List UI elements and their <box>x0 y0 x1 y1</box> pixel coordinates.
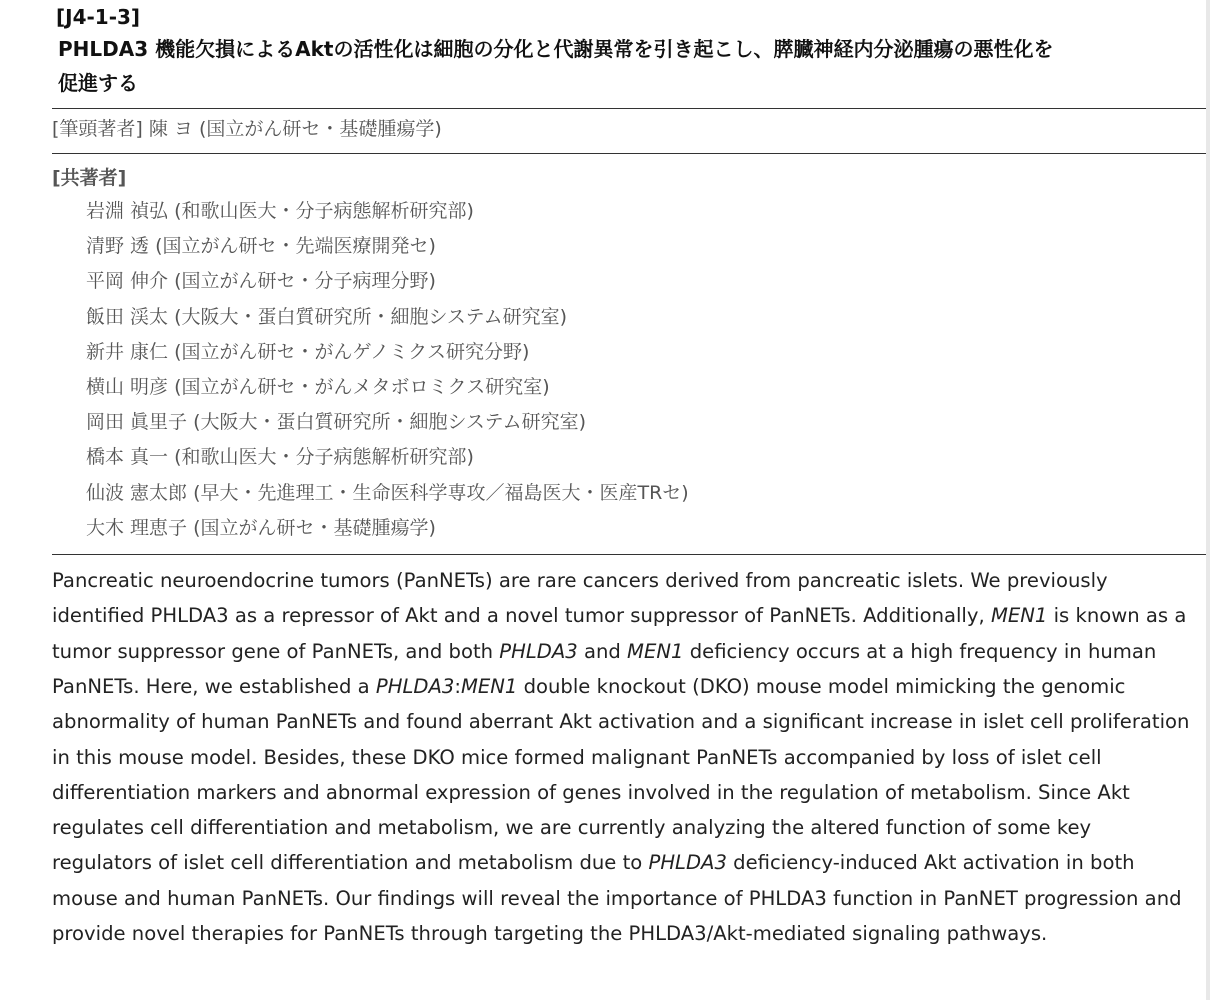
coauthors-label: [共著者] <box>52 167 127 189</box>
abstract-header <box>0 0 1210 100</box>
coauthor-item: 橋本 真一 (和歌山医大・分子病態解析研究部) <box>86 446 474 469</box>
abstract-text: is known as a tumor suppressor gene of PanNETs, and both <box>52 604 1187 663</box>
first-author-name: 陳 ヨ (国立がん研セ・基礎腫瘍学) <box>148 118 442 140</box>
abstract-text: deficiency-induced Akt activation in both mouse and human PanNETs. Our findings will reveal the importance of PHLDA3 function in PanNET progression and provide novel therapies for PanNETs through targeting the PHLDA3/Akt-mediated signaling pathways. <box>52 851 1182 945</box>
first-author-label: [筆頭著者] <box>52 118 143 140</box>
coauthor-item: 新井 康仁 (国立がん研セ・がんゲノミクス研究分野) <box>86 340 530 363</box>
coauthor-item: 飯田 渓太 (大阪大・蛋白質研究所・細胞システム研究室) <box>86 305 568 328</box>
abstract-text: deficiency occurs at a high frequency in human PanNETs. Here, we established a <box>52 639 1157 698</box>
coauthor-item: 平岡 伸介 (国立がん研セ・分子病理分野) <box>86 270 436 293</box>
abstract-title: PHLDA3 機能欠損によるAktの活性化は細胞の分化と代謝異常を引き起こし、膵臓神経内分泌腫瘍の悪性化を促進する <box>58 37 1054 95</box>
gene-name: MEN1 <box>990 604 1048 628</box>
abstract-code: [J4-1-3] <box>56 5 141 29</box>
coauthor-item: 岩淵 禎弘 (和歌山医大・分子病態解析研究部) <box>86 200 474 222</box>
coauthor-item: 横山 明彦 (国立がん研セ・がんメタボロミクス研究室) <box>86 376 550 399</box>
coauthor-item: 大木 理恵子 (国立がん研セ・基礎腫瘍学) <box>86 516 436 539</box>
gene-name: MEN1 <box>627 639 684 663</box>
gene-name: PHLDA3 <box>648 851 727 875</box>
coauthor-item: 仙波 憲太郎 (早大・先進理工・生命医科学専攻／福島医大・医産TRセ) <box>86 481 689 504</box>
first-author <box>0 109 1210 153</box>
coauthor-list <box>0 192 1210 554</box>
abstract-text: and <box>577 639 628 663</box>
abstract-body <box>0 555 1210 951</box>
gene-name: MEN1 <box>460 674 518 698</box>
abstract-text: : <box>454 674 461 698</box>
coauthor-item: 清野 透 (国立がん研セ・先端医療開発セ) <box>86 235 436 258</box>
abstract-text: Pancreatic neuroendocrine tumors (PanNETs) are rare cancers derived from pancreatic islets. We previously identified PHLDA3 as a repressor of Akt and a novel tumor suppressor of PanNETs. Additionally, <box>52 569 1108 628</box>
page-edge-rule <box>1206 0 1210 1000</box>
gene-name: PHLDA3 <box>375 674 455 698</box>
gene-name: PHLDA3 <box>499 639 578 663</box>
abstract-text: double knockout (DKO) mouse model mimicking the genomic abnormality of human PanNETs and found aberrant Akt activation and a significant increase in islet cell proliferation in this mouse model. Besides, these DKO mice formed malignant PanNETs accompanied by loss of islet cell differentiation markers and abnormal expression of genes involved in the regulation of metabolism. Since Akt regulates cell differentiation and metabolism, we are currently analyzing the altered function of some key regulators of islet cell differentiation and metabolism due to <box>52 674 1190 875</box>
coauthor-item: 岡田 眞里子 (大阪大・蛋白質研究所・細胞システム研究室) <box>86 411 587 434</box>
